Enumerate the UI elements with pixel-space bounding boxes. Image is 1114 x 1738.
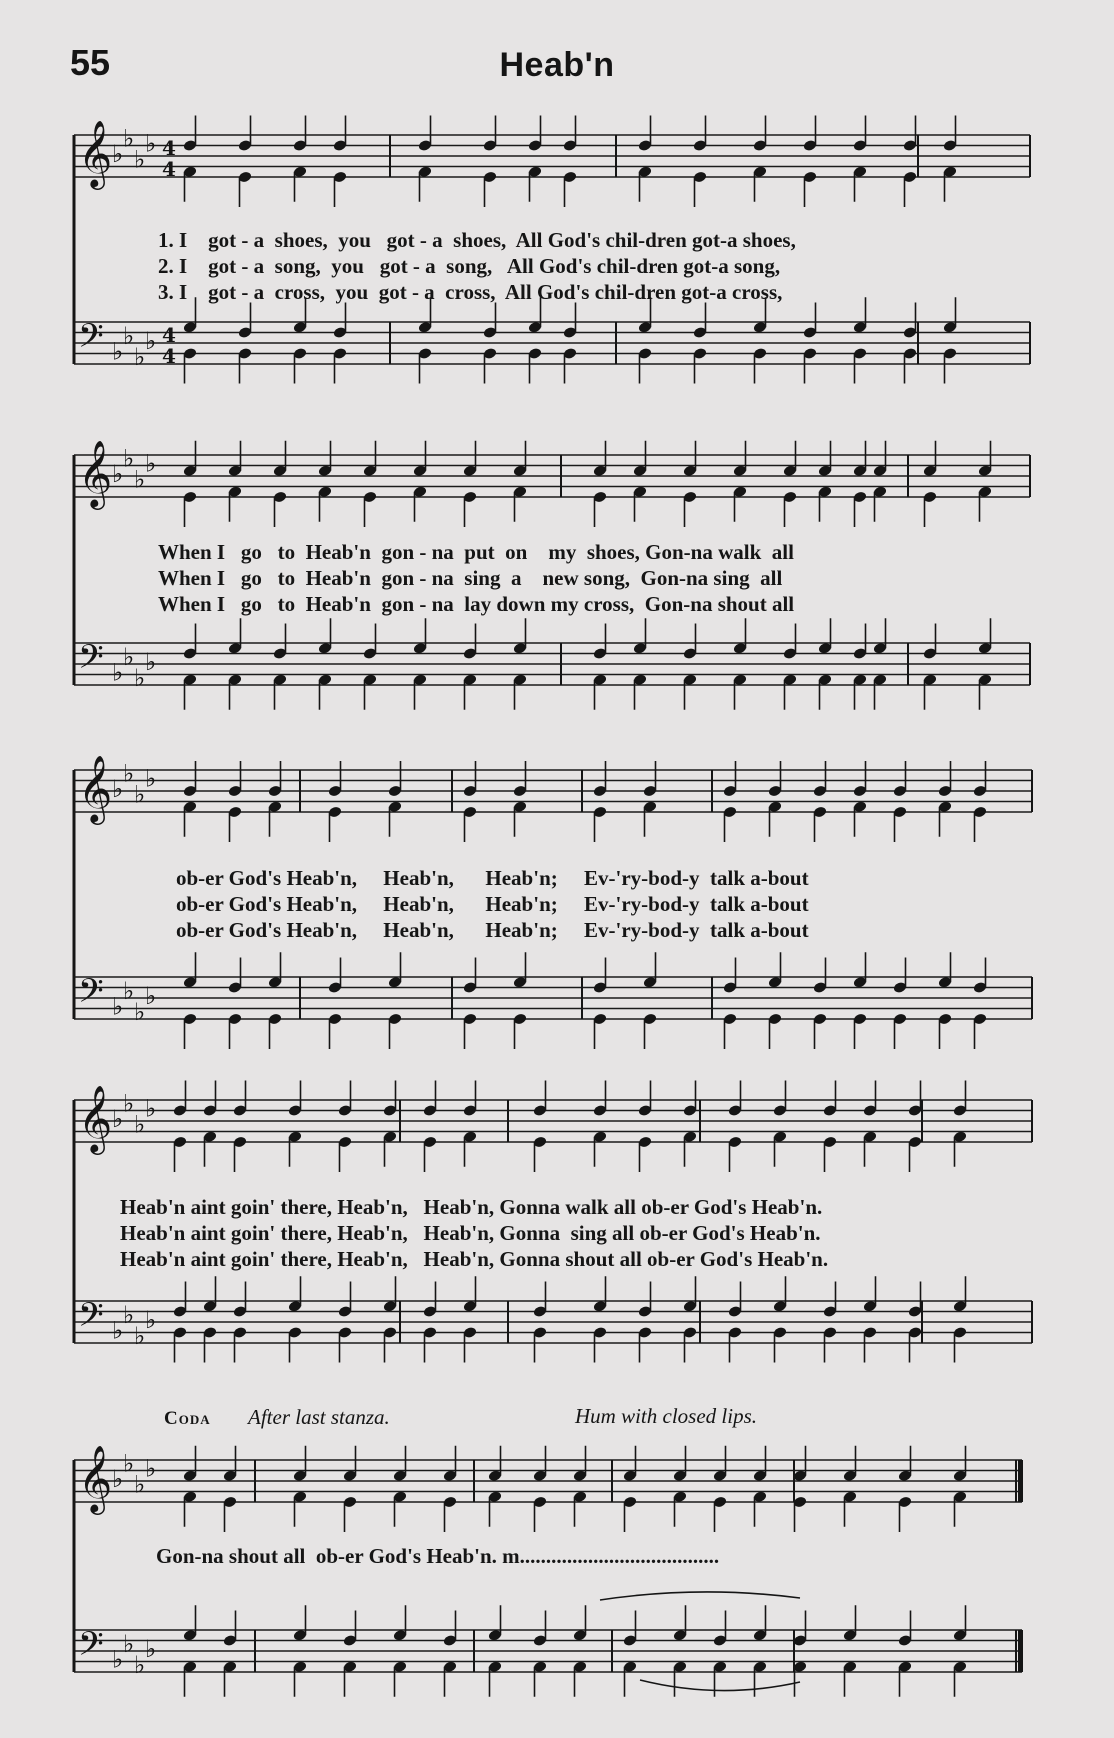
final-barline — [1018, 1630, 1023, 1672]
flat-icon: ♭ — [145, 1635, 157, 1663]
flat-icon: ♭ — [112, 1316, 124, 1345]
coda-label: Coda — [164, 1408, 211, 1429]
flat-icon: ♭ — [123, 444, 135, 473]
treble-clef-icon: 𝄞 — [78, 1083, 113, 1152]
flat-icon: ♭ — [134, 1321, 146, 1350]
flat-icon: ♭ — [112, 992, 124, 1021]
hymn-title: Heab'n — [499, 46, 615, 84]
flat-icon: ♭ — [112, 140, 124, 168]
treble-clef-icon: 𝄞 — [78, 753, 113, 822]
flat-icon: ♭ — [145, 764, 157, 793]
lyric-line: ob-er God's Heab'n, Heab'n, Heab'n; Ev-'ry-bod-y talk a-bout — [176, 866, 809, 890]
time-signature-bottom: 4 — [162, 344, 176, 368]
flat-icon: ♭ — [145, 648, 157, 676]
lyric-line: Heab'n aint goin' there, Heab'n, Heab'n, Gonna shout all ob-er God's Heab'n. — [120, 1247, 829, 1271]
lyric-line: 1. I got - a shoes, you got - a shoes, All God's chil-dren got-a shoes, — [158, 228, 796, 252]
flat-icon: ♭ — [123, 759, 135, 788]
slur — [640, 1680, 800, 1691]
bass-clef-icon: 𝄢 — [78, 638, 104, 685]
flat-icon: ♭ — [145, 449, 157, 478]
flat-icon: ♭ — [134, 1650, 146, 1679]
bass-clef-icon: 𝄢 — [78, 1625, 104, 1672]
flat-icon: ♭ — [134, 1110, 146, 1139]
lyric-line: ob-er God's Heab'n, Heab'n, Heab'n; Ev-'ry-bod-y talk a-bout — [176, 918, 809, 942]
flat-icon: ♭ — [112, 1105, 124, 1133]
flat-icon: ♭ — [145, 1094, 157, 1123]
flat-icon: ♭ — [134, 342, 146, 371]
flat-icon: ♭ — [123, 1089, 135, 1118]
flat-icon: ♭ — [134, 145, 146, 174]
flat-icon: ♭ — [145, 1454, 157, 1483]
lyric-line: 2. I got - a song, you got - a song, All God's chil-dren got-a song, — [158, 254, 781, 278]
bass-clef-icon: 𝄢 — [78, 317, 104, 364]
flat-icon: ♭ — [145, 1306, 157, 1334]
treble-clef-icon: 𝄞 — [78, 438, 113, 507]
slur — [600, 1592, 800, 1600]
lyric-line: ob-er God's Heab'n, Heab'n, Heab'n; Ev-'ry-bod-y talk a-bout — [176, 892, 809, 916]
flat-icon: ♭ — [145, 327, 157, 355]
flat-icon: ♭ — [112, 1465, 124, 1493]
flat-icon: ♭ — [112, 658, 124, 687]
treble-clef-icon: 𝄞 — [78, 1443, 113, 1512]
bass-clef-icon: 𝄢 — [78, 1296, 104, 1343]
treble-clef-icon: 𝄞 — [78, 118, 113, 187]
flat-icon: ♭ — [145, 129, 157, 158]
time-signature-bottom: 4 — [162, 157, 176, 181]
page-number: 55 — [70, 42, 111, 83]
flat-icon: ♭ — [145, 982, 157, 1010]
time-signature-top: 4 — [162, 323, 176, 347]
flat-icon: ♭ — [112, 460, 124, 488]
lyric-line: When I go to Heab'n gon - na lay down my cross, Gon-na shout all — [158, 592, 795, 616]
lyric-line: Gon-na shout all ob-er God's Heab'n. m...................................... — [156, 1544, 720, 1568]
lyric-line: When I go to Heab'n gon - na sing a new song, Gon-na sing all — [158, 566, 783, 590]
bass-clef-icon: 𝄢 — [78, 972, 104, 1019]
lyric-line: Heab'n aint goin' there, Heab'n, Heab'n, Gonna walk all ob-er God's Heab'n. — [120, 1195, 823, 1219]
lyric-line: Heab'n aint goin' there, Heab'n, Heab'n, Gonna sing all ob-er God's Heab'n. — [120, 1221, 821, 1245]
direction-after-last-stanza: After last stanza. — [248, 1405, 390, 1429]
flat-icon: ♭ — [123, 642, 135, 671]
flat-icon: ♭ — [123, 321, 135, 350]
flat-icon: ♭ — [134, 465, 146, 494]
final-barline — [1018, 1460, 1023, 1502]
direction-hum: Hum with closed lips. — [575, 1404, 757, 1428]
lyric-line: 3. I got - a cross, you got - a cross, All God's chil-dren got-a cross, — [158, 280, 783, 304]
flat-icon: ♭ — [123, 124, 135, 153]
flat-icon: ♭ — [134, 663, 146, 692]
lyric-line: When I go to Heab'n gon - na put on my shoes, Gon-na walk all — [158, 540, 794, 564]
flat-icon: ♭ — [134, 780, 146, 809]
flat-icon: ♭ — [123, 1449, 135, 1478]
flat-icon: ♭ — [112, 337, 124, 366]
time-signature-top: 4 — [162, 136, 176, 160]
flat-icon: ♭ — [112, 1645, 124, 1674]
flat-icon: ♭ — [134, 997, 146, 1026]
flat-icon: ♭ — [134, 1470, 146, 1499]
flat-icon: ♭ — [112, 775, 124, 803]
flat-icon: ♭ — [123, 1629, 135, 1658]
flat-icon: ♭ — [123, 976, 135, 1005]
flat-icon: ♭ — [123, 1300, 135, 1329]
